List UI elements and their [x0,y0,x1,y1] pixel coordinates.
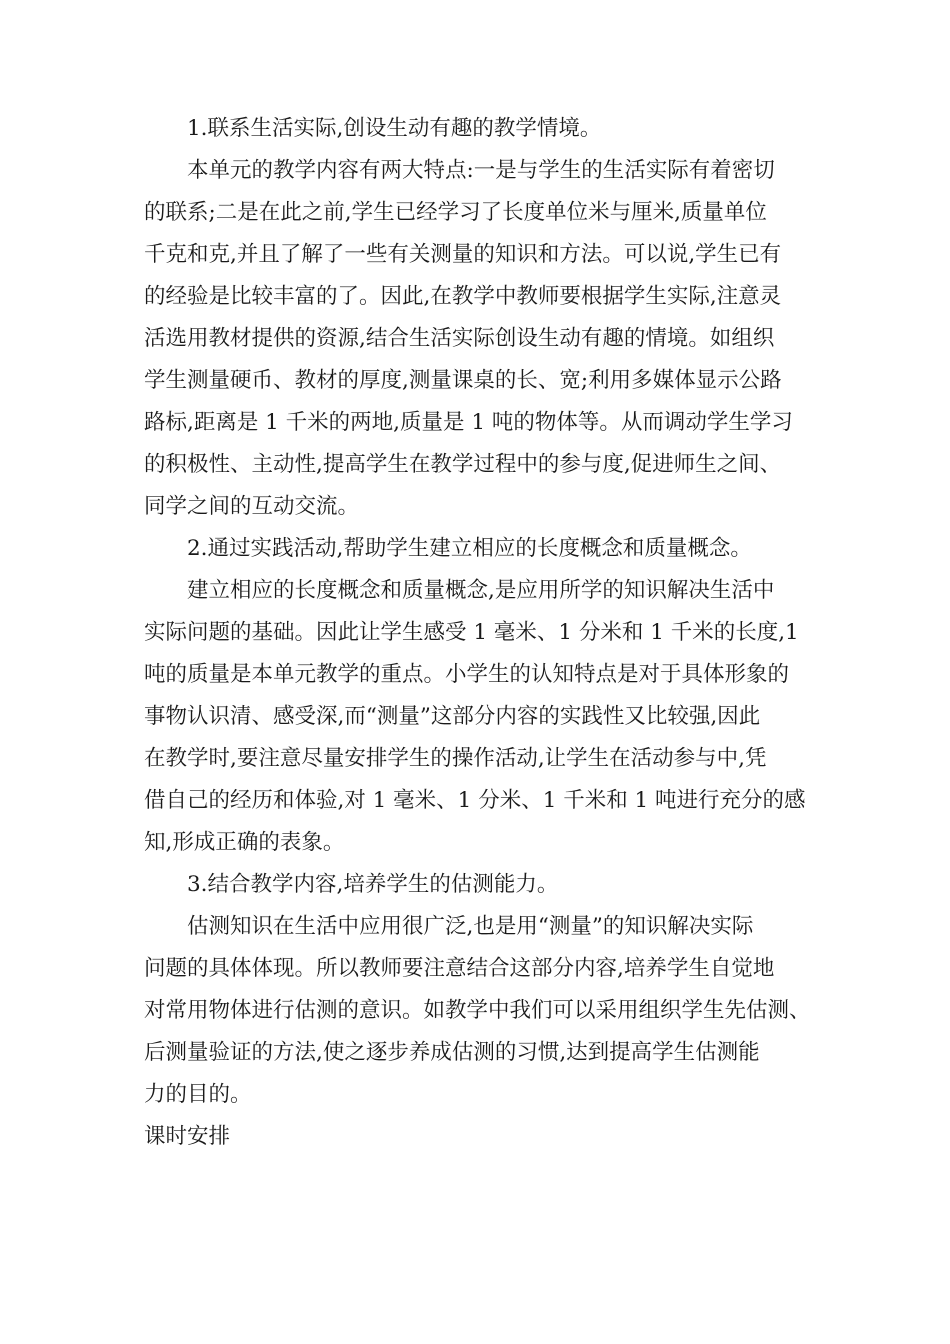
paragraph-line: 的联系;二是在此之前,学生已经学习了长度单位米与厘米,质量单位 [144,200,767,225]
paragraph-line: 学生测量硬币、教材的厚度,测量课桌的长、宽;利用多媒体显示公路 [144,368,782,393]
paragraph-line: 建立相应的长度概念和质量概念,是应用所学的知识解决生活中 [187,578,775,603]
paragraph-line: 的经验是比较丰富的了。因此,在教学中教师要根据学生实际,注意灵 [144,284,782,309]
paragraph-line: 知,形成正确的表象。 [144,830,345,855]
paragraph-line: 本单元的教学内容有两大特点:一是与学生的生活实际有着密切 [187,158,775,183]
paragraph-line: 千克和克,并且了解了一些有关测量的知识和方法。可以说,学生已有 [144,242,782,267]
paragraph-line: 活选用教材提供的资源,结合生活实际创设生动有趣的情境。如组织 [144,326,775,351]
paragraph-line: 估测知识在生活中应用很广泛,也是用“测量”的知识解决实际 [187,914,754,939]
paragraph-line: 的积极性、主动性,提高学生在教学过程中的参与度,促进师生之间、 [144,452,782,477]
paragraph-line: 对常用物体进行估测的意识。如教学中我们可以采用组织学生先估测、 [144,998,811,1023]
paragraph-line: 实际问题的基础。因此让学生感受 1 毫米、1 分米和 1 千米的长度,1 [144,620,799,645]
paragraph-line: 事物认识清、感受深,而“测量”这部分内容的实践性又比较强,因此 [144,704,761,729]
heading-2: 2.通过实践活动,帮助学生建立相应的长度概念和质量概念。 [187,536,752,561]
paragraph-line: 后测量验证的方法,使之逐步养成估测的习惯,达到提高学生估测能 [144,1040,760,1065]
paragraph-line: 借自己的经历和体验,对 1 毫米、1 分米、1 千米和 1 吨进行充分的感 [144,788,806,813]
paragraph-line: 吨的质量是本单元教学的重点。小学生的认知特点是对于具体形象的 [144,662,790,687]
paragraph-line: 同学之间的互动交流。 [144,494,360,519]
paragraph-line: 路标,距离是 1 千米的两地,质量是 1 吨的物体等。从而调动学生学习 [144,410,793,435]
paragraph-line: 问题的具体体现。所以教师要注意结合这部分内容,培养学生自觉地 [144,956,775,981]
section-heading: 课时安排 [144,1124,231,1149]
heading-3: 3.结合教学内容,培养学生的估测能力。 [187,872,559,897]
heading-1: 1.联系生活实际,创设生动有趣的教学情境。 [187,116,602,141]
paragraph-line: 在教学时,要注意尽量安排学生的操作活动,让学生在活动参与中,凭 [144,746,767,771]
paragraph-line: 力的目的。 [144,1082,252,1107]
